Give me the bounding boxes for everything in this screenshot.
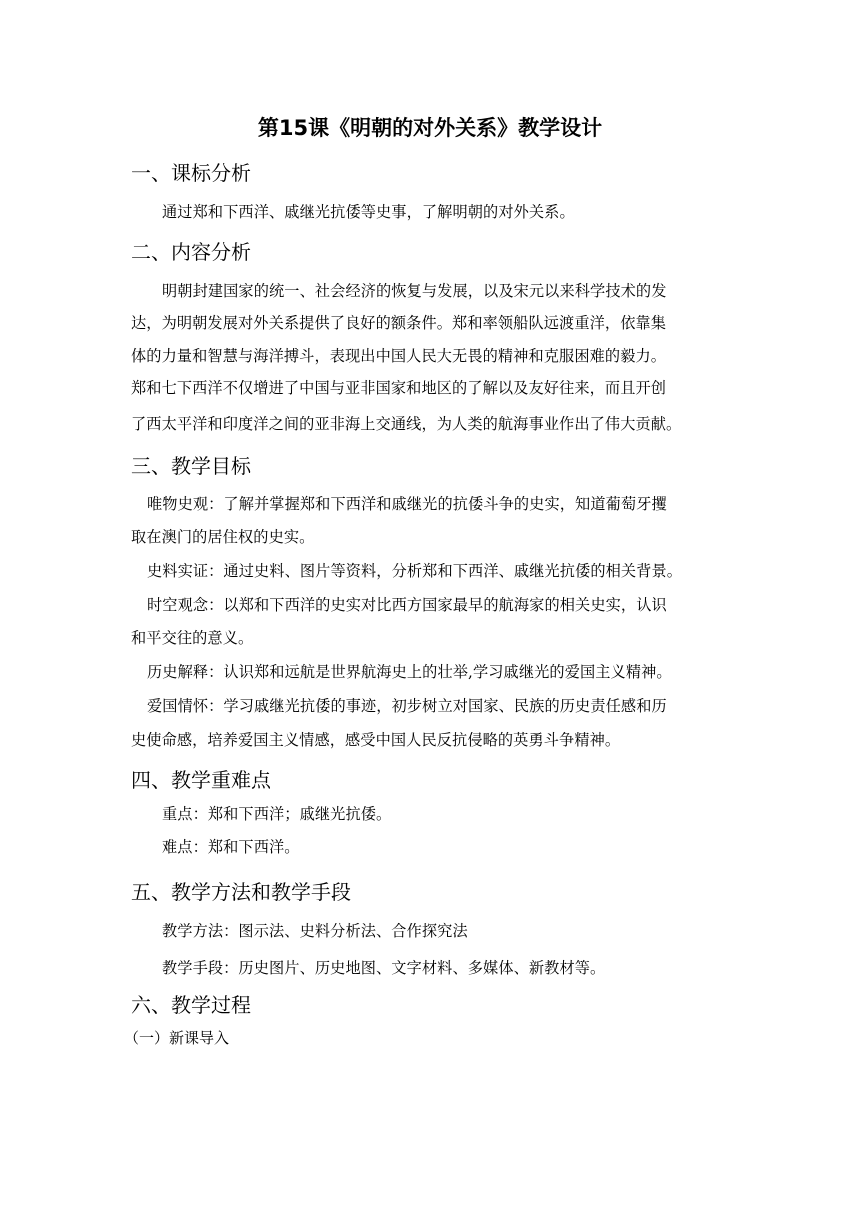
content-line: 体的力量和智慧与海洋搏斗，表现出中国人民大无畏的精神和克服困难的毅力。 — [131, 347, 667, 365]
content-line: 了西太平洋和印度洋之间的亚非海上交通线，为人类的航海事业作出了伟大贡献。 — [131, 415, 682, 433]
section-heading-key-points: 四、教学重难点 — [131, 768, 271, 792]
method-line: 教学方法：图示法、史料分析法、合作探究法 — [162, 922, 468, 940]
section-heading-content: 二、内容分析 — [131, 240, 251, 264]
means-line: 教学手段：历史图片、历史地图、文字材料、多媒体、新教材等。 — [162, 959, 606, 977]
objective-line: 时空观念：以郑和下西洋的史实对比西方国家最早的航海家的相关史实，认识 — [147, 596, 667, 614]
section-heading-methods: 五、教学方法和教学手段 — [131, 880, 351, 904]
document-title: 第15课《明朝的对外关系》教学设计 — [257, 116, 603, 140]
objective-line: 历史解释：认识郑和远航是世界航海史上的壮举,学习戚继光的爱国主义精神。 — [147, 663, 672, 681]
objective-line: 和平交往的意义。 — [131, 629, 254, 647]
curriculum-text: 通过郑和下西洋、戚继光抗倭等史事，了解明朝的对外关系。 — [162, 203, 575, 221]
objective-line: 爱国情怀：学习戚继光抗倭的事迹，初步树立对国家、民族的历史责任感和历 — [147, 697, 667, 715]
objective-line: 取在澳门的居住权的史实。 — [131, 528, 315, 546]
section-heading-process: 六、教学过程 — [131, 993, 251, 1017]
section-heading-curriculum: 一、课标分析 — [131, 161, 251, 185]
objective-line: 唯物史观：了解并掌握郑和下西洋和戚继光的抗倭斗争的史实，知道葡萄牙攫 — [147, 495, 667, 513]
difficult-point-line: 难点：郑和下西洋。 — [162, 838, 300, 856]
objective-line: 史料实证：通过史料、图片等资料，分析郑和下西洋、戚继光抗倭的相关背景。 — [147, 562, 683, 580]
content-line: 明朝封建国家的统一、社会经济的恢复与发展，以及宋元以来科学技术的发 — [162, 282, 667, 300]
objective-line: 史使命感，培养爱国主义情感，感受中国人民反抗侵略的英勇斗争精神。 — [131, 731, 621, 749]
key-point-line: 重点：郑和下西洋；戚继光抗倭。 — [162, 805, 392, 823]
process-subheading: （一）新课导入 — [124, 1029, 230, 1047]
section-heading-objectives: 三、教学目标 — [131, 454, 251, 478]
content-line: 达，为明朝发展对外关系提供了良好的额条件。郑和率领船队远渡重洋，依靠集 — [131, 314, 667, 332]
content-line: 郑和七下西洋不仅增进了中国与亚非国家和地区的了解以及友好往来，而且开创 — [131, 379, 667, 397]
